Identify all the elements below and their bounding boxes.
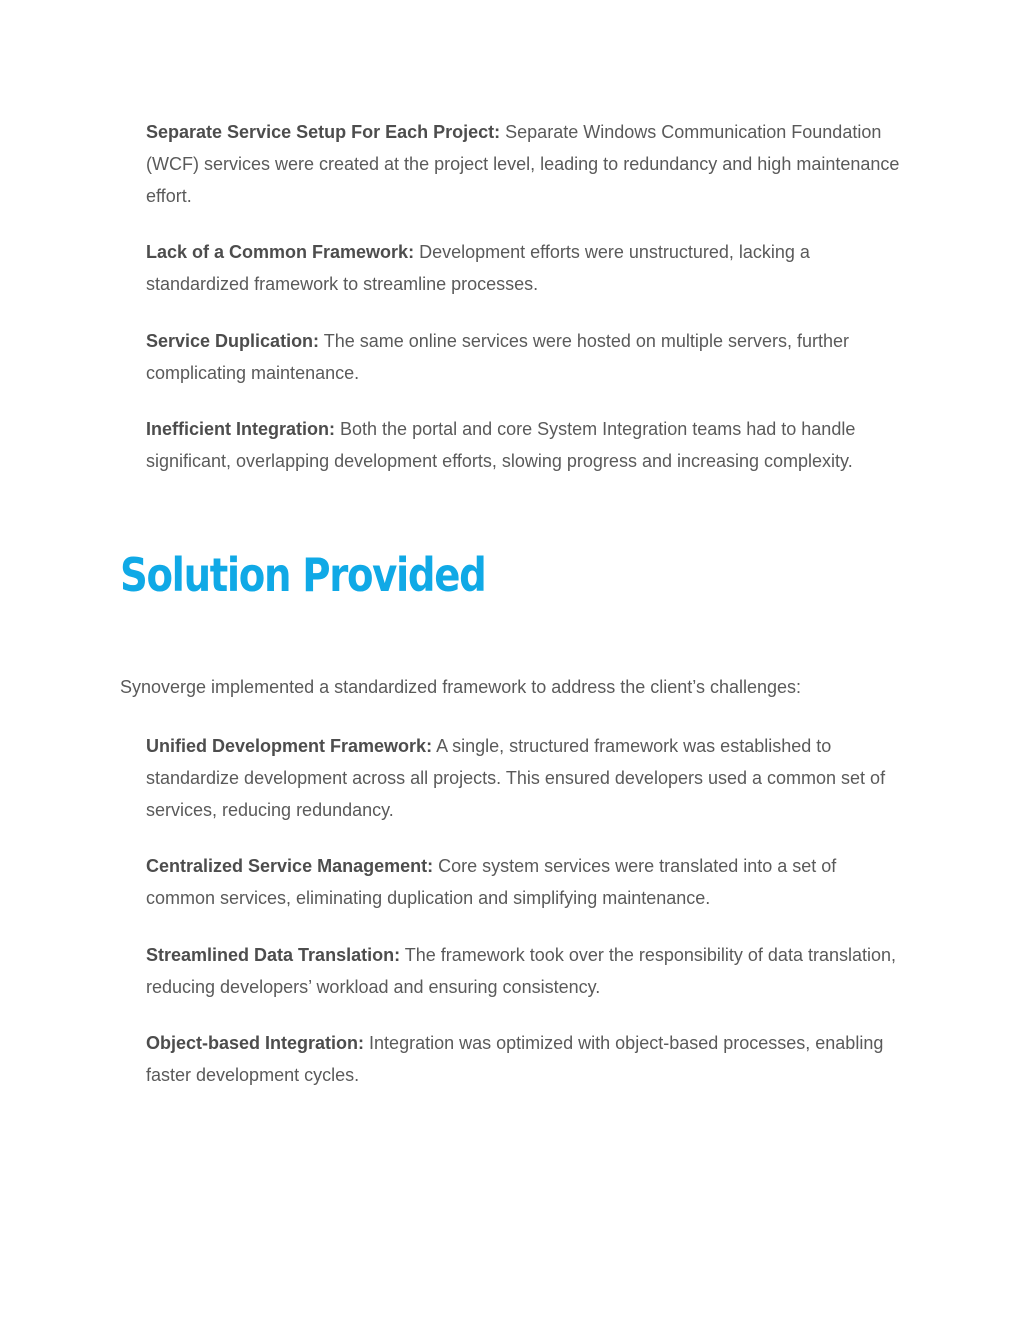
challenge-term: Service Duplication:: [146, 331, 320, 351]
solution-term: Object-based Integration:: [146, 1033, 365, 1053]
challenge-item-framework: [146, 236, 906, 300]
challenge-item-integration: [146, 413, 906, 477]
section-intro: Synoverge implemented a standardized framework to address the client’s challenges:: [120, 677, 802, 697]
challenge-text: The same online services were hosted on multiple servers, further complicating maintenance.: [146, 331, 849, 383]
solution-text: A single, structured framework was established to standardize development across all projects. This ensured developers used a common set of services, reducing redundancy.: [146, 736, 886, 820]
challenge-item-duplication: [146, 325, 906, 389]
challenge-term: Separate Service Setup For Each Project:: [146, 122, 501, 142]
solution-text: Core system services were translated into a set of common services, eliminating duplication and simplifying maintenance.: [146, 856, 837, 908]
solution-term: Unified Development Framework:: [146, 736, 433, 756]
challenge-term: Lack of a Common Framework:: [146, 242, 415, 262]
solution-item-object-integration: [146, 1027, 906, 1091]
solution-text: The framework took over the responsibility of data translation, reducing developers’ workload and ensuring consistency.: [146, 945, 897, 997]
solution-item-unified: [146, 730, 906, 826]
solution-term: Streamlined Data Translation:: [146, 945, 401, 965]
solution-text: Integration was optimized with object-based processes, enabling faster development cycles.: [146, 1033, 884, 1085]
challenge-item-wcf: [146, 116, 906, 212]
section-heading: Solution Provided: [120, 548, 486, 602]
solution-item-translation: [146, 939, 906, 1003]
solution-item-centralized: [146, 850, 906, 914]
challenge-text: Development efforts were unstructured, lacking a standardized framework to streamline processes.: [146, 242, 810, 294]
challenge-text: Separate Windows Communication Foundation (WCF) services were created at the project level, leading to redundancy and high maintenance effort.: [146, 122, 900, 206]
challenge-term: Inefficient Integration:: [146, 419, 335, 439]
solution-term: Centralized Service Management:: [146, 856, 434, 876]
challenge-text: Both the portal and core System Integration teams had to handle significant, overlapping development efforts, slowing progress and increasing complexity.: [146, 419, 856, 471]
